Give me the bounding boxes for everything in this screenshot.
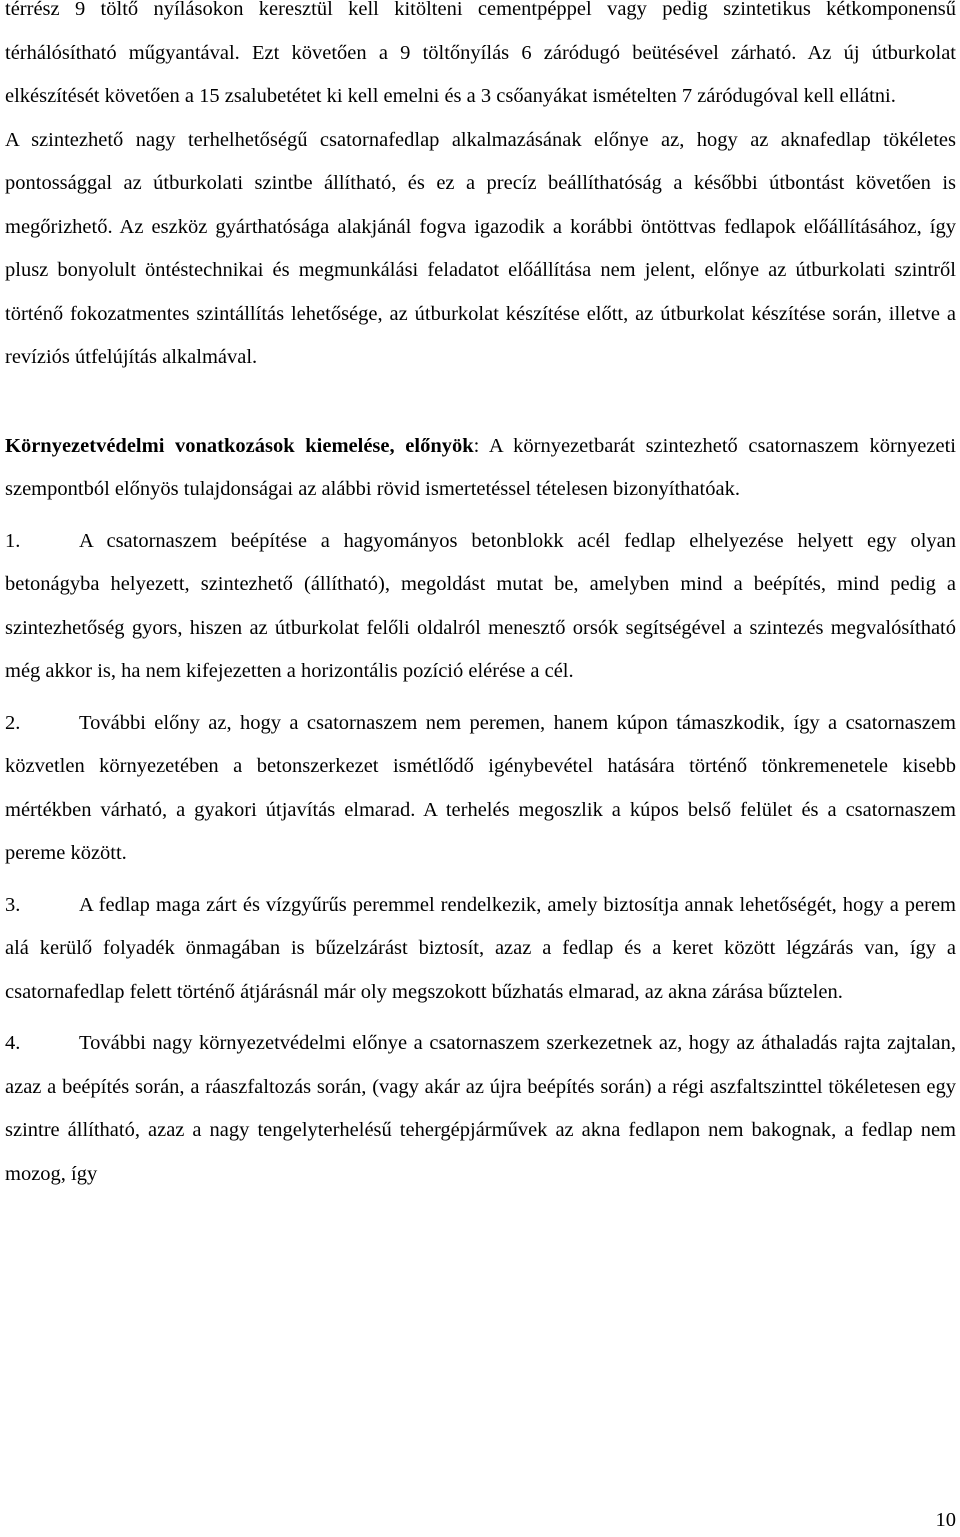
numbered-item-4: [5, 1022, 956, 1196]
item-number: 2.: [5, 711, 21, 734]
numbered-item-1: [5, 520, 956, 694]
item-number: 1.: [5, 529, 21, 552]
numbered-item-3: [5, 884, 956, 1015]
item-text: További előny az, hogy a csatornaszem nem peremen, hanem kúpon támaszkodik, így a csatornaszem közvetlen környezetében a betonszerkezet ismétlődő igénybevétel hatására történő tönkremenetele kisebb mértékben várható, a gyakori útjavítás elmarad. A terhelés megoszlik a kúpos belső felület és a csatornaszem pereme között.: [5, 711, 956, 864]
heading-colon: :: [473, 434, 480, 457]
paragraph-environmental: [5, 425, 956, 512]
document-page: [5, 0, 956, 1196]
item-text: A csatornaszem beépítése a hagyományos betonblokk acél fedlap elhelyezése helyett egy olyan betonágyba helyezett, szintezhető (állítható), megoldást mutat be, amelyben mind a beépítés, mind pedig a szintezhetőség gyors, hiszen az útburkolat felőli oldalról menesztő orsók segítségével a szintezés megvalósítható még akkor is, ha nem kifejezetten a horizontális pozíció elérése a cél.: [5, 529, 956, 682]
item-number: 3.: [5, 893, 21, 916]
environmental-intro-text: A környezetbarát szintezhető csatornaszem környezeti szempontból előnyös tulajdonságai az alábbi rövid ismertetéssel tételesen bizonyíthatóak.: [5, 434, 956, 500]
item-text: További nagy környezetvédelmi előnye a csatornaszem szerkezetnek az, hogy az áthaladás rajta zajtalan, azaz a beépítés során, a ráaszfaltozás során, (vagy akár az újra beépítés során) a régi aszfaltszinttel tökéletesen egy szintre állítható, azaz a nagy tengelyterhelésű tehergépjárművek az akna fedlapon nem bakognak, a fedlap nem mozog, így: [5, 1032, 956, 1185]
numbered-item-2: [5, 702, 956, 876]
section-heading-environmental: Környezetvédelmi vonatkozások kiemelése, előnyök: [5, 434, 474, 457]
item-number: 4.: [5, 1032, 21, 1054]
page-number: 10: [935, 1509, 956, 1531]
paragraph-advantages: A szintezhető nagy terhelhetőségű csatornafedlap alkalmazásának előnye az, hogy az aknafedlap tökéletes pontossággal az útburkolati szintbe állítható, és ez a precíz beállíthatóság a későbbi útbontást követően is megőrizhető. Az eszköz gyárthatósága alakjánál fogva igazodik a korábbi öntöttvas fedlapok előállításához, így plusz bonyolult öntéstechnikai és megmunkálási feladatot előállítása nem jelent, előnye az útburkolati szintről történő fokozatmentes szintállítás lehetősége, az útburkolat készítése előtt, az útburkolat készítése során, illetve a revíziós útfelújítás alkalmával.: [5, 128, 956, 368]
item-text: A fedlap maga zárt és vízgyűrűs peremmel rendelkezik, amely biztosítja annak lehetőségét, hogy a perem alá kerülő folyadék önmagában is bűzelzárást biztosít, azaz a fedlap és a keret között légzárás van, így a csatornafedlap felett történő átjárásnál már oly megszokott bűzhatás elmarad, az akna zárása bűztelen.: [5, 893, 956, 1003]
paragraph-intro-continued: térrész 9 töltő nyílásokon keresztül kell kitölteni cementpéppel vagy pedig szintetikus kétkomponensű térhálósítható műgyantával. Ezt követően a 9 töltőnyílás 6 záródugó beütésével zárható. Az új útburkolat elkészítését követően a 15 zsalubetétet ki kell emelni és a 3 csőanyákat ismételten 7 záródugóval kell ellátni.: [5, 0, 956, 107]
